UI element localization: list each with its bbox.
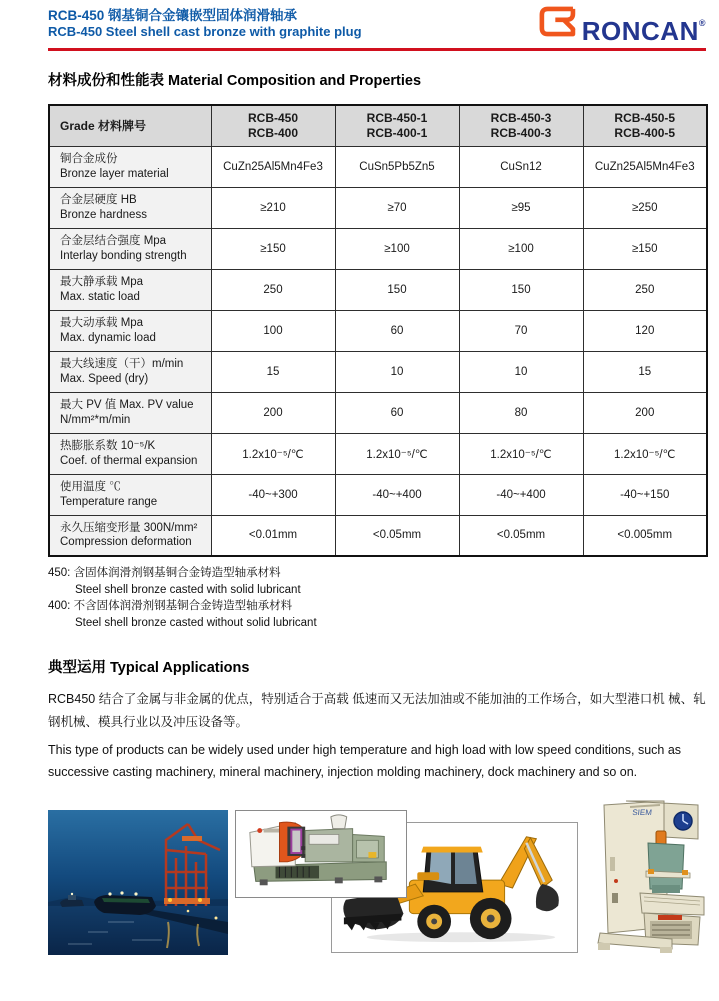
row-label: 合金层结合强度 Mpa Interlay bonding strength (49, 228, 211, 269)
row-label: 热膨胀系数 10⁻⁵/K Coef. of thermal expansion (49, 433, 211, 474)
table-cell: 1.2x10⁻⁵/℃ (583, 433, 707, 474)
footnote-line: 450: 含固体润滑剂钢基铜合金铸造型轴承材料 (48, 567, 281, 579)
table-cell: 150 (335, 269, 459, 310)
product-title-en: RCB-450 Steel shell cast bronze with graphite plug (48, 24, 362, 39)
table-cell: ≥150 (583, 228, 707, 269)
table-cell: 15 (583, 351, 707, 392)
table-cell: 1.2x10⁻⁵/℃ (459, 433, 583, 474)
table-row (49, 146, 707, 187)
table-cell: ≥100 (335, 228, 459, 269)
table-cell: 100 (211, 310, 335, 351)
table-cell: <0.05mm (459, 515, 583, 556)
table-cell: <0.005mm (583, 515, 707, 556)
table-cell: CuSn12 (459, 146, 583, 187)
svg-text:SIEM: SIEM (631, 808, 653, 817)
row-label: 最大动承载 Mpa Max. dynamic load (49, 310, 211, 351)
footnote-line: Steel shell bronze casted with solid lubricant (75, 583, 301, 596)
applications-paragraph-en: This type of products can be widely used under high temperature and high load with low speed conditions, such as successive casting machinery, mineral machinery, injection molding machinery, dock machinery and so on. (48, 743, 682, 779)
punch-press-photo (586, 797, 712, 957)
table-row (49, 474, 707, 515)
grade-header-cell: Grade 材料牌号 (49, 105, 211, 146)
column-header: RCB-450 RCB-400 (211, 105, 335, 146)
table-cell: 1.2x10⁻⁵/℃ (211, 433, 335, 474)
table-cell: 70 (459, 310, 583, 351)
table-cell: CuSn5Pb5Zn5 (335, 146, 459, 187)
table-cell: ≥150 (211, 228, 335, 269)
table-cell: 120 (583, 310, 707, 351)
table-cell: 200 (583, 392, 707, 433)
table-row (49, 351, 707, 392)
table-cell: <0.05mm (335, 515, 459, 556)
row-label: 使用温度 ℃ Temperature range (49, 474, 211, 515)
table-cell: ≥70 (335, 187, 459, 228)
table-row (49, 310, 707, 351)
table-row (49, 515, 707, 556)
table-row (49, 392, 707, 433)
table-cell: CuZn25Al5Mn4Fe3 (583, 146, 707, 187)
table-row (49, 269, 707, 310)
table-cell: ≥100 (459, 228, 583, 269)
table-cell: -40~+400 (459, 474, 583, 515)
brand-logo (536, 3, 706, 51)
row-label: 合金层硬度 HB Bronze hardness (49, 187, 211, 228)
table-cell: 150 (459, 269, 583, 310)
column-header: RCB-450-1 RCB-400-1 (335, 105, 459, 146)
table-cell: 60 (335, 392, 459, 433)
table-cell: 60 (335, 310, 459, 351)
table-cell: 1.2x10⁻⁵/℃ (335, 433, 459, 474)
composition-section-title: 材料成份和性能表 Material Composition and Properties (48, 73, 422, 89)
row-label: 最大线速度（干）m/min Max. Speed (dry) (49, 351, 211, 392)
page-header (48, 7, 362, 40)
row-label: 最大 PV 值 Max. PV value N/mm²*m/min (49, 392, 211, 433)
table-cell: 10 (335, 351, 459, 392)
table-cell: 250 (211, 269, 335, 310)
table-row (49, 228, 707, 269)
row-label: 最大静承载 Mpa Max. static load (49, 269, 211, 310)
table-cell: 250 (583, 269, 707, 310)
table-cell: 80 (459, 392, 583, 433)
table-footnotes (48, 565, 317, 631)
table-cell: -40~+150 (583, 474, 707, 515)
product-title-zh: RCB-450 钢基铜合金镶嵌型固体润滑轴承 (48, 8, 298, 23)
row-label: 铜合金成份 Bronze layer material (49, 146, 211, 187)
material-properties-table (48, 104, 708, 557)
table-cell: -40~+400 (335, 474, 459, 515)
table-cell: -40~+300 (211, 474, 335, 515)
table-cell: 200 (211, 392, 335, 433)
footnote-line: Steel shell bronze casted without solid lubricant (75, 616, 317, 629)
roncan-logo-icon (536, 3, 578, 43)
header-divider-rule (48, 48, 706, 51)
table-cell: CuZn25Al5Mn4Fe3 (211, 146, 335, 187)
table-cell: ≥95 (459, 187, 583, 228)
table-cell: 10 (459, 351, 583, 392)
footnote-line: 400: 不含固体润滑剂钢基铜合金铸造型轴承材料 (48, 600, 293, 612)
table-cell: <0.01mm (211, 515, 335, 556)
applications-paragraph-zh: RCB450 结合了金属与非金属的优点，特别适合于高载 低速而又无法加油或不能加油的工作场合，如大型港口机 械、轧钢机械、模具行业以及冲压设备等。 (48, 692, 706, 729)
row-label: 永久压缩变形量 300N/mm² Compression deformation (49, 515, 211, 556)
table-row (49, 187, 707, 228)
table-cell: ≥210 (211, 187, 335, 228)
table-header-row (49, 105, 707, 146)
table-row (49, 433, 707, 474)
registered-mark: ® (698, 18, 706, 28)
injection-molding-machine-photo (235, 810, 407, 898)
table-cell: 15 (211, 351, 335, 392)
column-header: RCB-450-5 RCB-400-5 (583, 105, 707, 146)
brand-name: RONCAN® (581, 16, 706, 46)
applications-section-title: 典型运用 Typical Applications (48, 660, 250, 676)
column-header: RCB-450-3 RCB-400-3 (459, 105, 583, 146)
port-crane-photo (48, 810, 228, 955)
table-cell: ≥250 (583, 187, 707, 228)
